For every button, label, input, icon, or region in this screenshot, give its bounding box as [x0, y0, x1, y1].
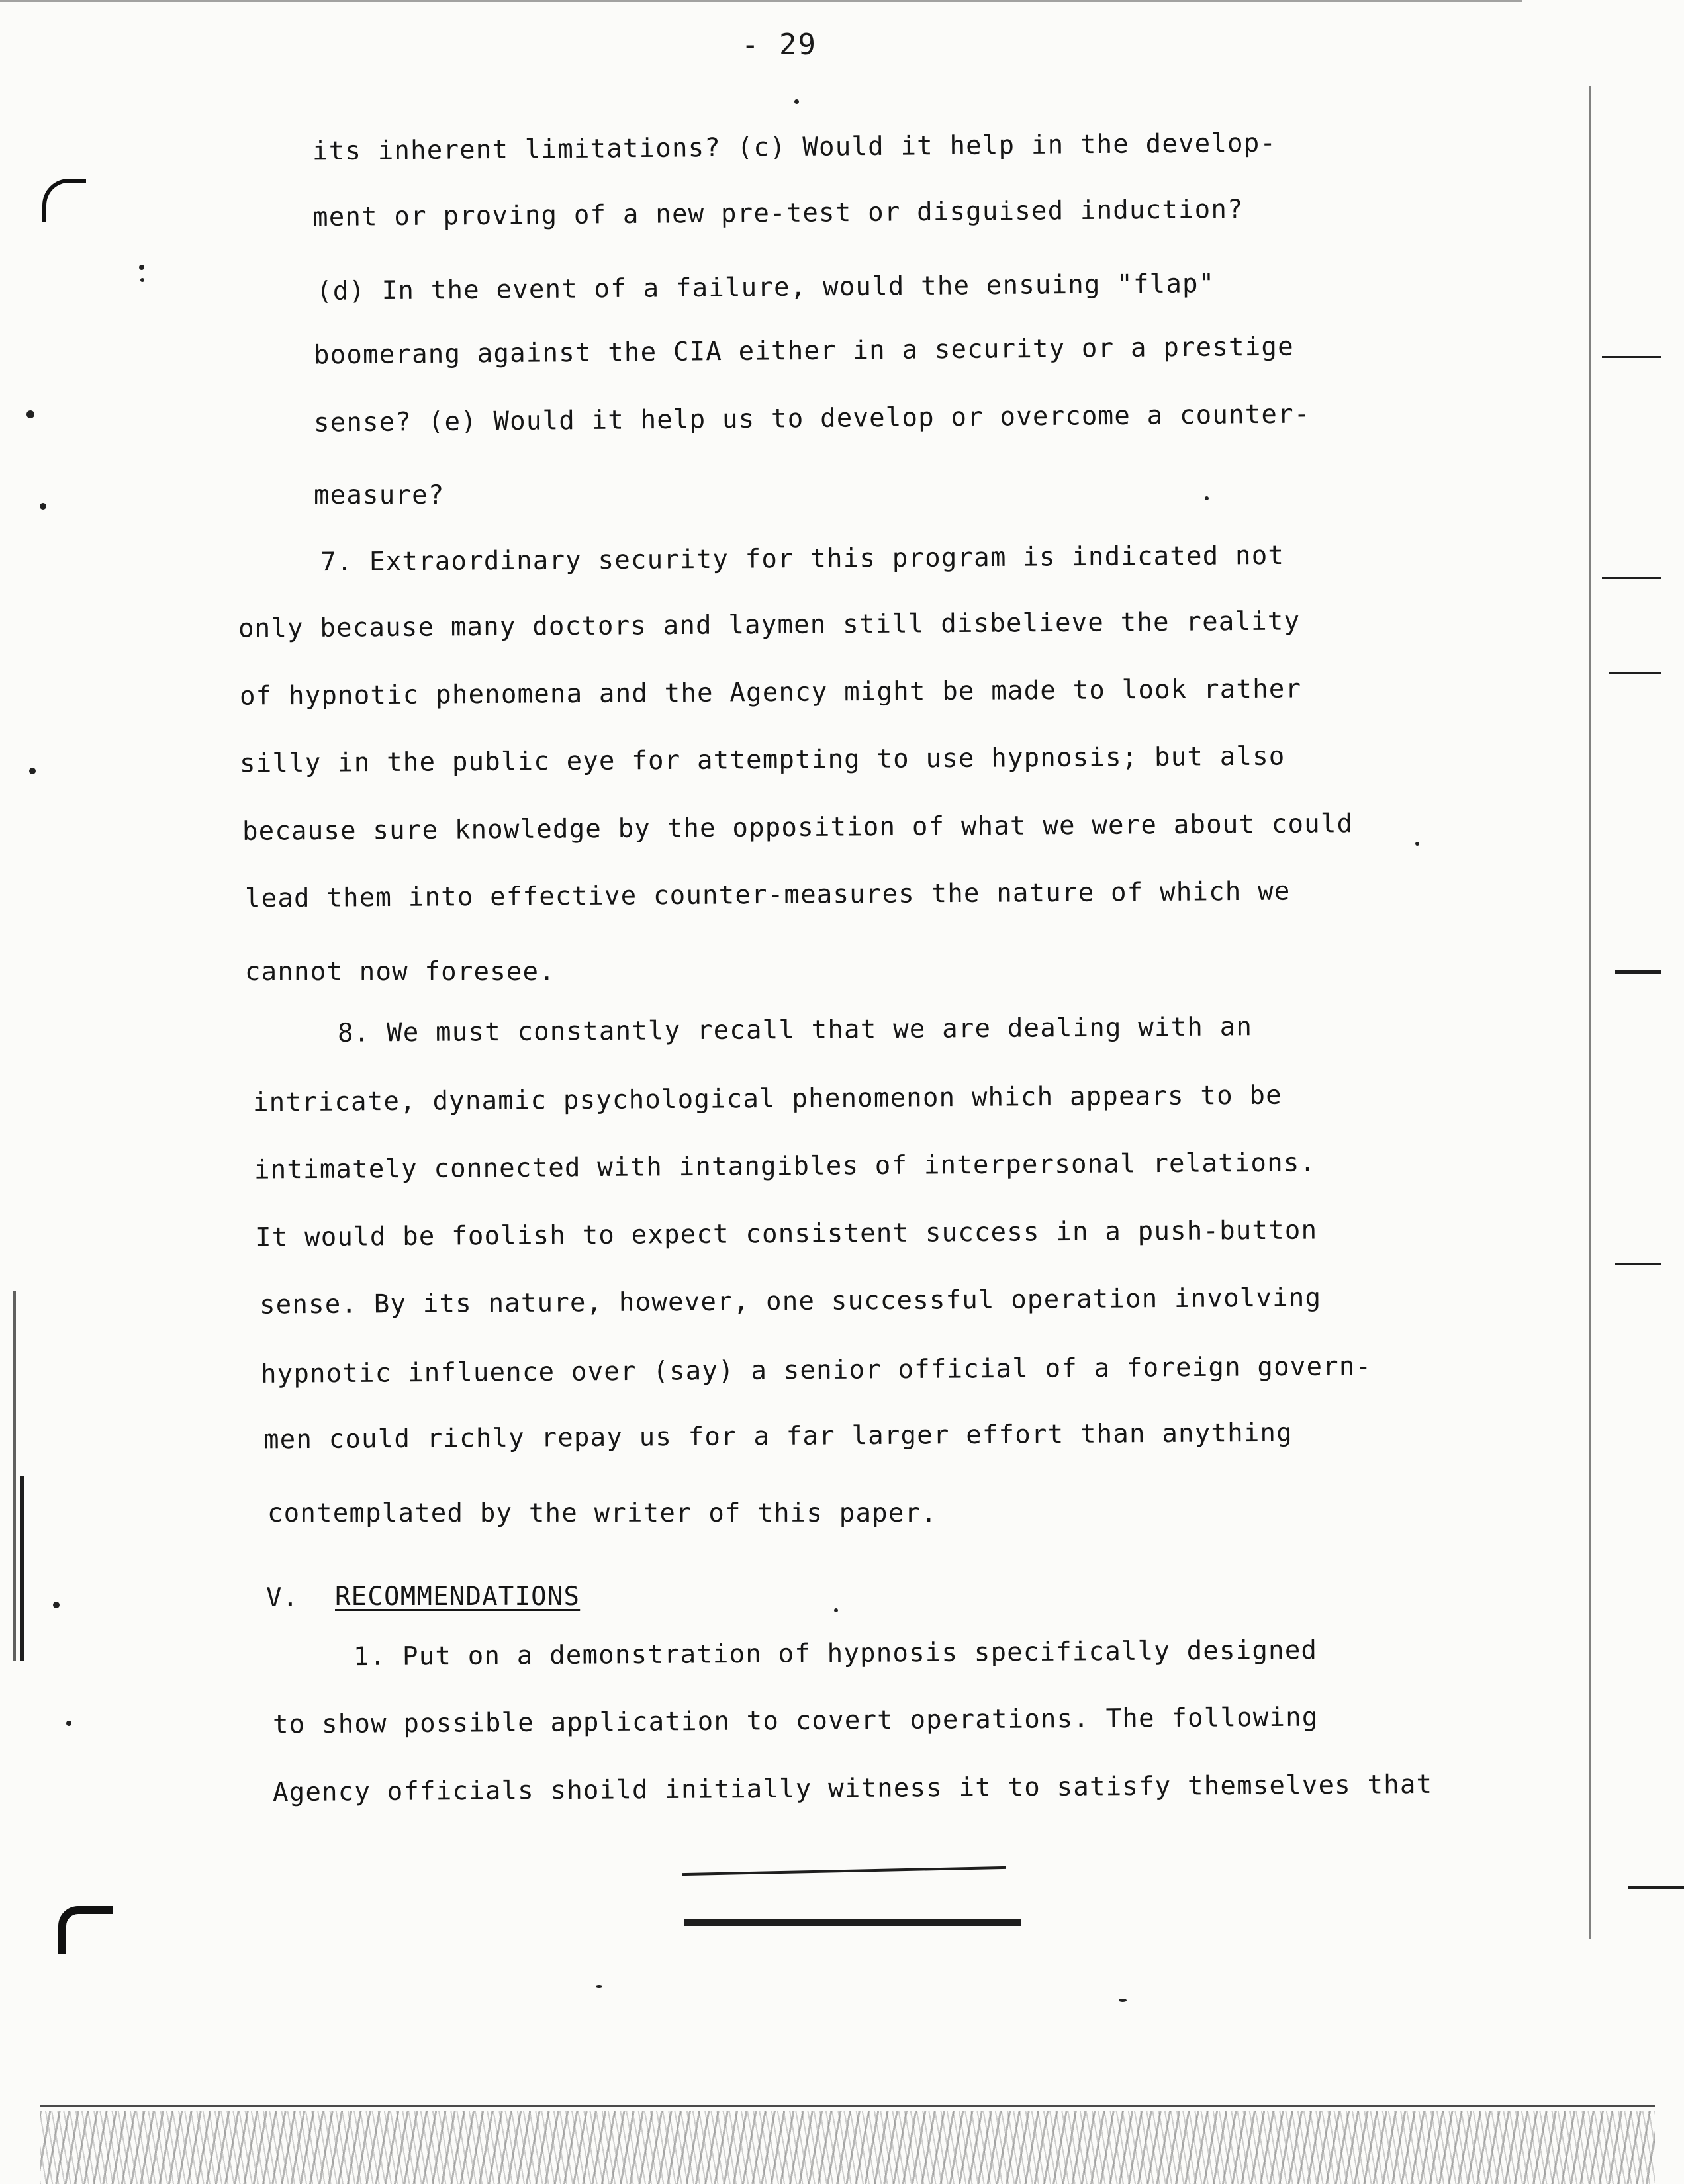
scan-speck	[53, 1602, 60, 1608]
scan-vertical-line-left	[13, 1291, 16, 1661]
text-line: sense. By its nature, however, one successful operation involving	[259, 1283, 1322, 1320]
scan-horizontal-tick-right-5	[1615, 1263, 1661, 1265]
scan-vertical-line-right	[1589, 86, 1591, 1939]
scan-horizontal-tick-right-4	[1615, 970, 1661, 974]
text-line: to show possible application to covert operations. The following	[272, 1702, 1319, 1740]
text-line: because sure knowledge by the opposition of what we were about could	[242, 809, 1354, 846]
text-line: Agency officials shoild initially witness it to satisfy themselves that	[272, 1769, 1433, 1808]
scan-speck	[40, 503, 46, 510]
scan-mark-underline-2	[684, 1919, 1021, 1926]
text-line: 1. Put on a demonstration of hypnosis specifically designed	[353, 1635, 1318, 1672]
scan-speck	[140, 278, 144, 282]
text-line: 7. Extraordinary security for this program is indicated not	[320, 540, 1285, 578]
text-line: its inherent limitations? (c) Would it help in the develop-	[312, 128, 1277, 167]
section-number: V.	[266, 1583, 299, 1613]
scan-horizontal-tick-right-3	[1609, 672, 1661, 674]
text-line: lead them into effective counter-measures the nature of which we	[244, 876, 1291, 914]
text-line: It would be foolish to expect consistent success in a push-button	[255, 1215, 1318, 1253]
scan-speck	[29, 768, 36, 774]
scan-edge-left	[0, 0, 132, 2184]
text-line: of hypnotic phenomena and the Agency might be made to look rather	[239, 674, 1302, 711]
scan-speck	[834, 1608, 838, 1612]
scan-mark-bottom-left	[58, 1906, 113, 1954]
scan-bottom-rule	[40, 2105, 1655, 2107]
text-line: silly in the public eye for attempting to use hypnosis; but also	[239, 741, 1286, 779]
scan-speck	[794, 99, 799, 104]
scan-horizontal-tick-right-6	[1628, 1886, 1684, 1889]
scan-bottom-noise	[40, 2111, 1655, 2184]
text-line: cannot now foresee.	[245, 957, 555, 987]
text-line: men could richly repay us for a far larger effort than anything	[263, 1418, 1293, 1455]
text-line: sense? (e) Would it help us to develop or overcome a counter-	[313, 399, 1311, 438]
scan-speck	[26, 410, 34, 418]
scan-speck	[1119, 1999, 1127, 2002]
text-line: intimately connected with intangibles of interpersonal relations.	[254, 1148, 1317, 1185]
scan-horizontal-tick-right-2	[1602, 577, 1661, 579]
text-line: (d) In the event of a failure, would the ensuing "flap"	[316, 269, 1215, 306]
text-line: only because many doctors and laymen still disbelieve the reality	[238, 606, 1301, 644]
text-line: intricate, dynamic psychological phenomenon which appears to be	[252, 1080, 1282, 1118]
text-line: hypnotic influence over (say) a senior official of a foreign govern-	[260, 1351, 1372, 1389]
section-title: RECOMMENDATIONS	[335, 1582, 581, 1612]
scan-speck	[1415, 842, 1419, 846]
text-line: 8. We must constantly recall that we are dealing with an	[337, 1012, 1253, 1048]
text-line: boomerang against the CIA either in a security or a prestige	[313, 332, 1294, 371]
scan-speck	[596, 1985, 602, 1988]
scan-top-rule	[0, 0, 1522, 2]
scan-speck	[1205, 496, 1209, 500]
scan-horizontal-tick-right-1	[1602, 356, 1661, 358]
scan-speck	[139, 265, 144, 270]
text-line: contemplated by the writer of this paper.	[267, 1498, 937, 1528]
page-number: - 29	[741, 28, 817, 62]
text-line: ment or proving of a new pre-test or disguised induction?	[312, 194, 1244, 233]
text-line: measure?	[314, 480, 445, 510]
scan-speck	[66, 1721, 71, 1726]
scan-vertical-line-left-2	[20, 1476, 24, 1661]
scan-mark-underline-1	[682, 1866, 1006, 1876]
